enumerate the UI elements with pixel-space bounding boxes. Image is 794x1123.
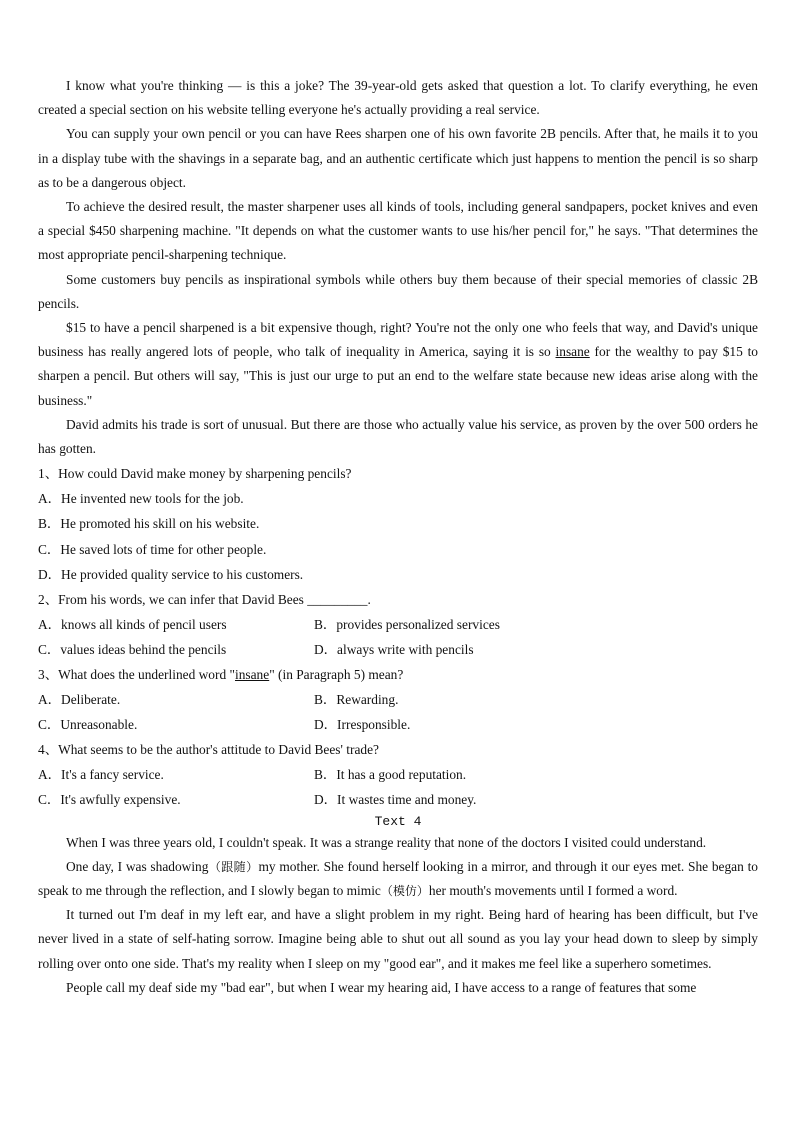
p5-text-after: for the wealthy to pay $15 to sharpen a pencil. But others will say, "This is just our urge to put an end to the welfare state because new ideas arise along with the business." — [38, 344, 759, 408]
question-2-stem: 2、From his words, we can infer that David Bees _________. — [38, 591, 371, 607]
question-4-option-b: B．It has a good reputation. — [314, 767, 467, 783]
passage-paragraph-4: Some customers buy pencils as inspirational symbols while others buy them because of their special memories of classic 2B pencils. — [38, 271, 758, 311]
question-2-option-d: D．always write with pencils — [314, 641, 474, 657]
question-4-stem: 4、What seems to be the author's attitude to David Bees' trade? — [38, 742, 379, 758]
chinese-gloss-mimic: （模仿） — [380, 883, 429, 898]
question-2-option-c: C．values ideas behind the pencils — [38, 641, 227, 657]
chinese-gloss-shadowing: （跟随） — [208, 859, 259, 874]
document-page — [38, 74, 758, 1000]
question-1 — [38, 461, 758, 586]
passage-paragraph-1: I know what you're thinking — is this a joke? The 39-year-old gets asked that question a lot. To clarify everything, he even created a special section on his website telling everyone he's actually providing a real service. — [38, 78, 758, 118]
text4-paragraph-1: When I was three years old, I couldn't speak. It was a strange reality that none of the doctors I visited could understand. — [66, 834, 707, 850]
question-4-option-a: A．It's a fancy service. — [38, 767, 164, 783]
passage-paragraph-3: To achieve the desired result, the master sharpener uses all kinds of tools, including general sandpapers, pocket knives and even a special $450 sharpening machine. "It depends on what the customer wants to use his/her pencil for," he says. "That determines the most appropriate pencil-sharpening technique. — [38, 199, 758, 263]
passage-paragraph-5 — [38, 316, 758, 413]
question-4 — [38, 737, 758, 812]
text4-paragraph-2 — [38, 855, 758, 903]
question-4-option-d: D．It wastes time and money. — [314, 792, 477, 808]
question-1-option-b: B．He promoted his skill on his website. — [38, 516, 260, 532]
text4-p2-part-c: her mouth's movements until I formed a word. — [428, 882, 678, 898]
text4-p2-part-b: my mother. She found herself looking in a mirror, and through it our eyes met. She began to speak to me through the reflection, and I slowly began to mimic — [38, 858, 758, 898]
text4-paragraph-3: It turned out I'm deaf in my left ear, and have a slight problem in my right. Being hard of hearing has been difficult, but I've never lived in a state of self-hating sorrow. Imagine being able to shut out all sound as you lay your head down to sleep by simply rolling over onto one side. That's my reality when I sleep on my "good ear", and it makes me feel like a superhero sometimes. — [38, 907, 758, 971]
question-1-option-a: A．He invented new tools for the job. — [38, 491, 244, 507]
question-3-stem — [38, 662, 758, 687]
question-3 — [38, 662, 758, 737]
question-3-stem-after: " (in Paragraph 5) mean? — [269, 667, 404, 682]
question-2-option-a: A．knows all kinds of pencil users — [38, 616, 227, 632]
question-3-stem-before: 3、What does the underlined word " — [38, 667, 235, 682]
question-3-option-b: B．Rewarding. — [314, 692, 399, 708]
question-1-option-c: C．He saved lots of time for other people. — [38, 541, 267, 557]
underlined-word-insane: insane — [555, 344, 590, 360]
text4-paragraph-4: People call my deaf side my "bad ear", but when I wear my hearing aid, I have access to a range of features that some — [66, 979, 697, 995]
question-2 — [38, 587, 758, 662]
section-title-text-4: Text 4 — [374, 813, 422, 829]
p5-text-before: $15 to have a pencil sharpened is a bit expensive though, right? You're not the only one who feels that way, and David's unique business has really angered lots of people, who talk of inequality in America, saying it is so — [38, 320, 758, 360]
question-3-option-a: A．Deliberate. — [38, 692, 121, 708]
question-3-option-d: D．Irresponsible. — [314, 717, 411, 733]
question-2-option-b: B．provides personalized services — [314, 616, 500, 632]
question-4-option-c: C．It's awfully expensive. — [38, 792, 181, 808]
passage-paragraph-2: You can supply your own pencil or you can have Rees sharpen one of his own favorite 2B pencils. After that, he mails it to you in a display tube with the shavings in a separate bag, and an authentic certificate which just happens to mention the pencil is so sharp as to be a dangerous object. — [38, 126, 758, 190]
question-1-option-d: D．He provided quality service to his customers. — [38, 566, 304, 582]
question-1-stem: 1、How could David make money by sharpening pencils? — [38, 466, 352, 482]
text4-p2-part-a: One day, I was shadowing — [66, 858, 209, 874]
passage-paragraph-6: David admits his trade is sort of unusual. But there are those who actually value his service, as proven by the over 500 orders he has gotten. — [38, 416, 758, 457]
question-3-option-c: C．Unreasonable. — [38, 717, 138, 733]
question-3-underlined-word: insane — [234, 667, 270, 682]
